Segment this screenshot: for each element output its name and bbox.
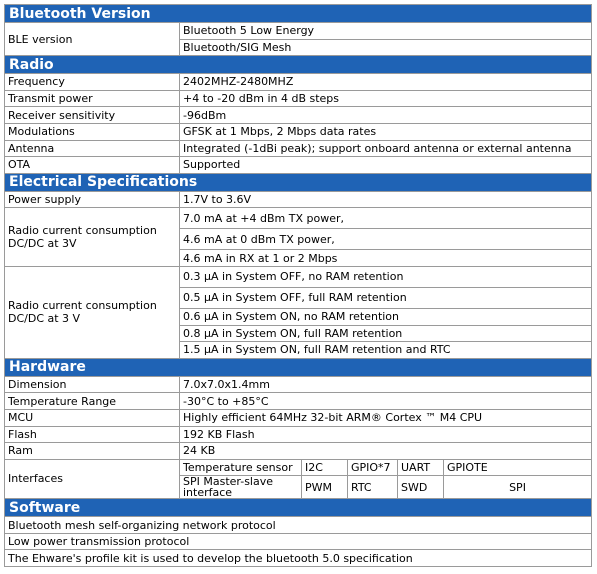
software-item: Low power transmission protocol [5,533,592,550]
radio-current-value: 0.8 µA in System ON, full RAM retention [180,325,592,342]
ram-label: Ram [5,443,180,460]
interface-cell: SPI [444,476,592,499]
temperature-range-label: Temperature Range [5,393,180,410]
radio-current-value: 4.6 mA in RX at 1 or 2 Mbps [180,250,592,267]
antenna-label: Antenna [5,140,180,157]
ble-version-value: Bluetooth/SIG Mesh [180,39,592,56]
interface-cell: GPIOTE [444,459,592,476]
flash-value: 192 KB Flash [180,426,592,443]
modulations-value: GFSK at 1 Mbps, 2 Mbps data rates [180,123,592,140]
mcu-label: MCU [5,409,180,426]
interface-cell: Temperature sensor [180,459,302,476]
section-header-software: Software [5,499,592,517]
mcu-value: Highly efficient 64MHz 32-bit ARM® Cortex ™ M4 CPU [180,409,592,426]
ram-value: 24 KB [180,443,592,460]
ota-value: Supported [180,157,592,174]
section-header-hardware: Hardware [5,358,592,376]
interface-cell: I2C [302,459,348,476]
radio-current-value: 4.6 mA at 0 dBm TX power, [180,229,592,250]
modulations-label: Modulations [5,123,180,140]
power-supply-label: Power supply [5,191,180,208]
flash-label: Flash [5,426,180,443]
antenna-value: Integrated (-1dBi peak); support onboard antenna or external antenna [180,140,592,157]
frequency-label: Frequency [5,74,180,91]
section-header-bluetooth: Bluetooth Version [5,5,592,23]
radio-current-label-line2: DC/DC at 3V [8,237,77,251]
interface-cell: UART [398,459,444,476]
receiver-sensitivity-value: -96dBm [180,107,592,124]
interface-cell: PWM [302,476,348,499]
interface-cell: SWD [398,476,444,499]
ota-label: OTA [5,157,180,174]
radio-current-label-line1: Radio current consumption [8,224,157,238]
interface-cell: RTC [348,476,398,499]
radio-current-label-line2: DC/DC at 3 V [8,312,81,326]
radio-current-value: 0.5 µA in System OFF, full RAM retention [180,287,592,308]
interface-cell: GPIO*7 [348,459,398,476]
radio-current-label-line1: Radio current consumption [8,299,157,313]
radio-current-value: 0.3 µA in System OFF, no RAM retention [180,266,592,287]
software-item: The Ehware's profile kit is used to develop the bluetooth 5.0 specification [5,550,592,567]
section-header-radio: Radio [5,56,592,74]
temperature-range-value: -30°C to +85°C [180,393,592,410]
spec-table [4,4,592,567]
radio-current-value: 0.6 µA in System ON, no RAM retention [180,308,592,325]
transmit-power-label: Transmit power [5,90,180,107]
radio-current-label [5,208,180,267]
ble-version-label: BLE version [5,23,180,56]
radio-current-value: 7.0 mA at +4 dBm TX power, [180,208,592,229]
radio-current-value: 1.5 µA in System ON, full RAM retention and RTC [180,342,592,359]
transmit-power-value: +4 to -20 dBm in 4 dB steps [180,90,592,107]
power-supply-value: 1.7V to 3.6V [180,191,592,208]
ble-version-value: Bluetooth 5 Low Energy [180,23,592,40]
interface-cell: SPI Master-slave interface [180,476,302,499]
software-item: Bluetooth mesh self-organizing network protocol [5,517,592,534]
dimension-label: Dimension [5,376,180,393]
dimension-value: 7.0x7.0x1.4mm [180,376,592,393]
radio-current-label [5,266,180,358]
section-header-electrical: Electrical Specifications [5,173,592,191]
interfaces-label: Interfaces [5,459,180,499]
frequency-value: 2402MHZ-2480MHZ [180,74,592,91]
receiver-sensitivity-label: Receiver sensitivity [5,107,180,124]
